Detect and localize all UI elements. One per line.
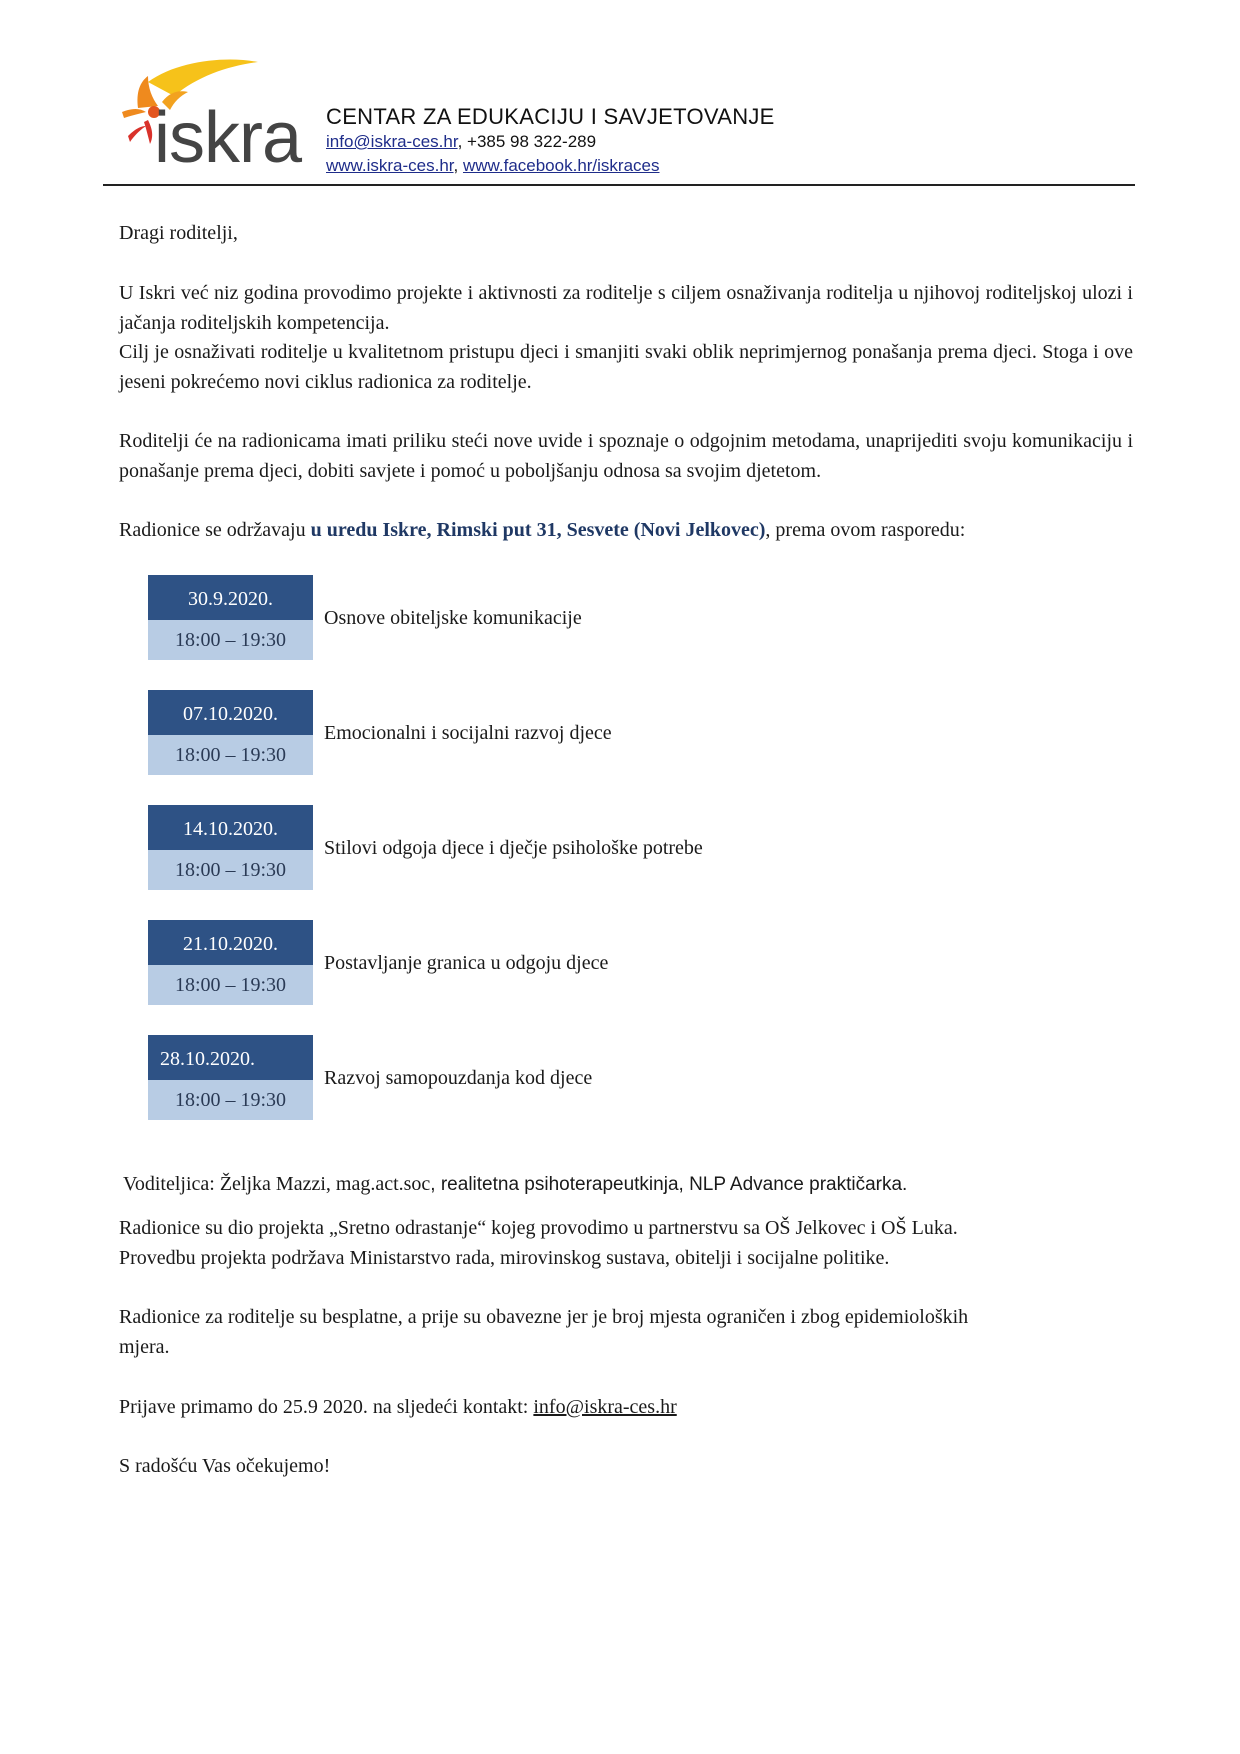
greeting: Dragi roditelji, (119, 222, 238, 244)
header-contact-block (326, 104, 775, 178)
date-badge (148, 1035, 313, 1120)
location-suffix: , prema ovom rasporedu: (765, 519, 966, 541)
session-date: 21.10.2020. (148, 920, 313, 965)
session-date: 07.10.2020. (148, 690, 313, 735)
session-date: 14.10.2020. (148, 805, 313, 850)
intro-paragraph (119, 279, 1133, 397)
org-name: CENTAR ZA EDUKACIJU I SAVJETOVANJE (326, 104, 775, 129)
session-time: 18:00 – 19:30 (148, 1080, 313, 1120)
session-time: 18:00 – 19:30 (148, 965, 313, 1005)
location-paragraph (119, 516, 1133, 546)
signup-email-link[interactable]: info@iskra-ces.hr (533, 1396, 677, 1418)
facebook-link[interactable]: www.facebook.hr/iskraces (462, 156, 660, 175)
intro-line-1: U Iskri već niz godina provodimo projekte i aktivnosti za roditelje s ciljem osnaživanja roditelja u njihovoj roditeljskoj ulozi i jačanja roditeljskih kompetencija. (119, 282, 1133, 334)
leader-name: Voditeljica: Željka Mazzi, mag.act.soc (123, 1173, 431, 1195)
free-registration-paragraph: Radionice za roditelje su besplatne, a prije su obavezne jer je broj mjesta ograničen i zbog epidemioloških mjera. (119, 1306, 969, 1358)
signup-paragraph (119, 1393, 1133, 1423)
session-time: 18:00 – 19:30 (148, 735, 313, 775)
closing-line: S radošću Vas očekujemo! (119, 1455, 331, 1477)
contact-line-2 (326, 154, 775, 178)
date-badge (148, 805, 313, 890)
project-line-2: Provedbu projekta podržava Ministarstvo rada, mirovinskog sustava, obitelji i socijalne politike. (119, 1246, 890, 1269)
session-title: Stilovi odgoja djece i dječje psihološke potrebe (324, 837, 703, 859)
website-link[interactable]: www.iskra-ces.hr (326, 156, 454, 175)
project-line-1: Radionice su dio projekta „Sretno odrastanje“ kojeg provodimo u partnerstvu sa OŠ Jelkovec i OŠ Luka. (119, 1217, 958, 1239)
logo-wordmark: iskra (154, 98, 302, 178)
signup-text: Prijave primamo do 25.9 2020. na sljedeći kontakt: (119, 1396, 534, 1418)
date-badge (148, 575, 313, 660)
phone-text: , +385 98 322-289 (457, 132, 597, 151)
session-title: Emocionalni i socijalni razvoj djece (324, 722, 612, 744)
email-link[interactable]: info@iskra-ces.hr (326, 132, 458, 151)
benefits-paragraph: Roditelji će na radionicama imati priliku steći nove uvide i spoznaje o odgojnim metodama, unaprijediti svoju komunikaciju i ponašanje prema djeci, dobiti savjete i pomoć u poboljšanju odnosa sa svojim djetetom. (119, 430, 1133, 482)
iskra-logo (118, 52, 308, 182)
session-title: Postavljanje granica u odgoju djece (324, 952, 609, 974)
contact-line-1 (326, 130, 775, 154)
session-title: Razvoj samopouzdanja kod djece (324, 1067, 593, 1089)
link-separator: , (453, 156, 463, 175)
session-date: 30.9.2020. (148, 575, 313, 620)
leader-line (123, 1170, 1137, 1200)
date-badge (148, 690, 313, 775)
date-badge (148, 920, 313, 1005)
location-address: u uredu Iskre, Rimski put 31, Sesvete (Novi Jelkovec) (310, 519, 766, 541)
session-title: Osnove obiteljske komunikacije (324, 607, 582, 629)
session-time: 18:00 – 19:30 (148, 620, 313, 660)
session-time: 18:00 – 19:30 (148, 850, 313, 890)
project-paragraph (119, 1214, 1133, 1273)
session-date: 28.10.2020. (148, 1035, 313, 1080)
location-prefix: Radionice se održavaju (119, 519, 311, 541)
header-divider (103, 184, 1135, 186)
leader-credentials: , realitetna psihoterapeutkinja, NLP Advance praktičarka. (430, 1174, 908, 1195)
intro-line-2: Cilj je osnaživati roditelje u kvalitetnom pristupu djeci i smanjiti svaki oblik neprimjernog ponašanja prema djeci. Stoga i ove jeseni pokrećemo novi ciklus radionica za roditelje. (119, 341, 1133, 393)
